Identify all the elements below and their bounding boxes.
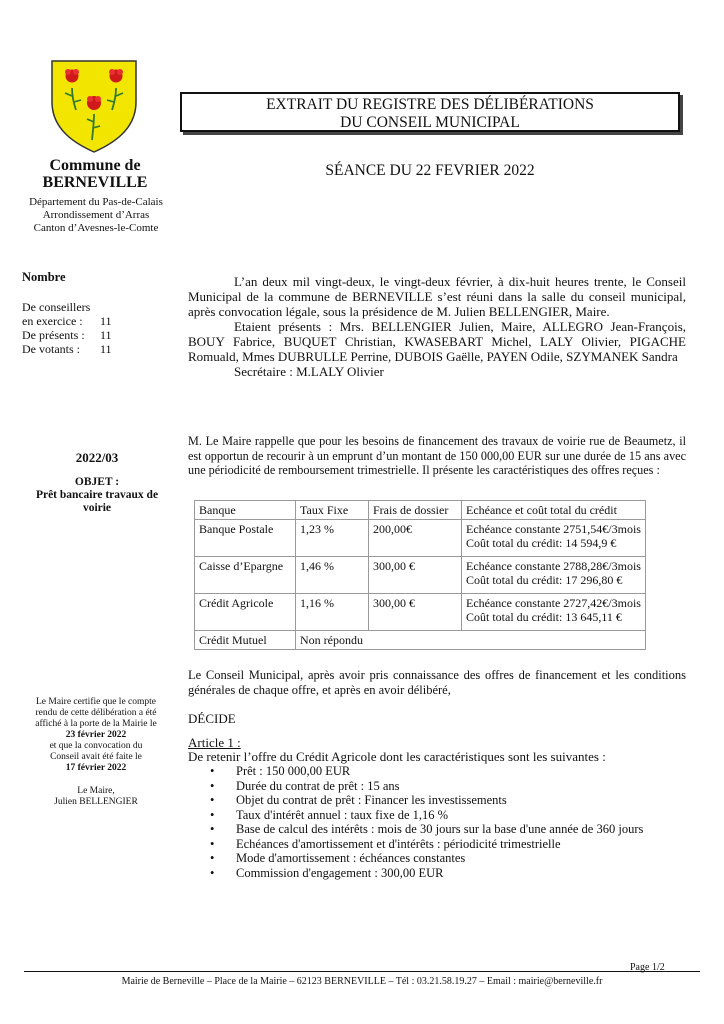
table-cell: Banque Postale [195,520,296,557]
table-cell: Non répondu [296,631,646,650]
presents-value: 11 [100,328,112,342]
list-item: • Echéances d'amortissement et d'intérêts : périodicité trimestrielle [210,837,688,852]
table-cell: 1,46 % [296,557,369,594]
table-cell [462,557,646,594]
document-title-line1: EXTRAIT DU REGISTRE DES DÉLIBÉRATIONS [266,96,594,113]
council-counts [22,300,112,356]
conseillers-label: De conseillers [22,300,91,314]
list-item: • Commission d'engagement : 300,00 EUR [210,866,688,881]
certif-line: Conseil avait été faite le [50,752,142,762]
intro-block [188,274,686,379]
nombre-label: Nombre [22,270,66,284]
commune-title: BERNEVILLE [42,174,148,191]
table-header: Banque [195,501,296,520]
intro-paragraph: L’an deux mil vingt-deux, le vingt-deux février, à dix-huit heures trente, le Conseil Municipal de la commune de BERNEVILLE s’est réuni dans la salle du conseil municipal, après convocation légale, sous la présidence de M. Julien BELLENGIER, Maire. [188,274,686,319]
table-cell: 1,16 % [296,594,369,631]
certif-line: et que la convocation du [49,741,143,751]
certif-line: affiché à la porte de la Mairie le [35,719,157,729]
list-item: • Base de calcul des intérêts : mois de 30 jours sur la base d'une année de 360 jours [210,822,688,837]
table-cell: Caisse d’Epargne [195,557,296,594]
commune-crest-logo [48,58,140,154]
departement: Département du Pas-de-Calais [29,196,163,208]
seance-date: SÉANCE DU 22 FEVRIER 2022 [325,162,535,179]
footer-divider [24,971,700,972]
certif-line: rendu de cette délibération a été [35,708,157,718]
list-item: • Durée du contrat de prêt : 15 ans [210,779,688,794]
presents-row [22,328,112,342]
objet-text: Prêt bancaire travaux de voirie [35,489,159,514]
table-header-row [195,501,646,520]
maire-name: Julien BELLENGIER [54,797,138,807]
certif-date-affichage: 23 février 2022 [65,730,127,740]
table-cell [462,520,646,557]
offers-table-wrapper [194,500,680,650]
echeance: Echéance constante 2788,28€/3mois [466,559,641,573]
votants-row [22,342,112,356]
cout-total: Coût total du crédit: 14 594,9 € [466,536,617,550]
canton: Canton d’Avesnes-le-Comte [33,222,159,234]
document-title-line2: DU CONSEIL MUNICIPAL [340,114,520,131]
objet-label: OBJET : [74,476,120,488]
commune-subinfo [16,196,176,235]
objet-block [22,476,172,515]
table-cell: 300,00 € [369,557,462,594]
table-row [195,594,646,631]
certif-line: Le Maire certifie que le compte [35,697,156,707]
table-header: Echéance et coût total du crédit [462,501,646,520]
echeance: Echéance constante 2751,54€/3mois [466,522,641,536]
mayor-certification [18,697,174,808]
list-item: • Mode d'amortissement : échéances constantes [210,851,688,866]
cout-total: Coût total du crédit: 13 645,11 € [466,610,622,624]
table-cell: 300,00 € [369,594,462,631]
exercice-label: en exercice : [22,314,83,328]
list-item: • Objet du contrat de prêt : Financer les investissements [210,793,688,808]
page-number: Page 1/2 [630,962,665,973]
table-header: Taux Fixe [296,501,369,520]
table-cell [462,594,646,631]
decide-heading: DÉCIDE [188,711,236,726]
footer-address: Mairie de Berneville – Place de la Mairie – 62123 BERNEVILLE – Tél : 03.21.58.19.27 – Email : mairie@berneville.fr [121,976,603,987]
commune-name [20,157,170,191]
commune-label: Commune de [49,157,141,174]
presents-paragraph: Etaient présents : Mrs. BELLENGIER Julien, Maire, ALLEGRO Jean-François, BOUY Fabrice, BUQUET Christian, KWASEBART Michel, LALY Olivier, PIGACHE Romuald, Mmes DUBRULLE Perrine, DUBOIS Gaëlle, PAYEN Odile, SZYMANEK Sandra [188,319,686,364]
rappel-paragraph: M. Le Maire rappelle que pour les besoins de financement des travaux de voirie rue de Beaumetz, il est opportun de recourir à un emprunt d’un montant de 150 000,00 EUR sur une durée de 15 ans avec une périodicité de remboursement trimestrielle. Il présente les caractéristiques des offres reçues : [188,434,686,477]
list-item: • Taux d'intérêt annuel : taux fixe de 1,16 % [210,808,688,823]
table-header: Frais de dossier [369,501,462,520]
table-cell: Crédit Agricole [195,594,296,631]
list-item: • Prêt : 150 000,00 EUR [210,764,688,779]
arrondissement: Arrondissement d’Arras [42,209,150,221]
loan-characteristics-list [210,764,688,880]
table-row [195,631,646,650]
table-cell: 1,23 % [296,520,369,557]
table-row [195,520,646,557]
votants-value: 11 [100,342,112,356]
table-cell: 200,00€ [369,520,462,557]
table-row [195,557,646,594]
deliberation-number: 2022/03 [75,450,119,465]
certif-date-convocation: 17 février 2022 [65,763,127,773]
exercice-row [22,314,112,328]
cout-total: Coût total du crédit: 17 296,80 € [466,573,623,587]
secretaire-line: Secrétaire : M.LALY Olivier [234,364,384,379]
maire-label: Le Maire, [77,786,115,796]
echeance: Echéance constante 2727,42€/3mois [466,596,641,610]
presents-label: De présents : [22,328,85,342]
exercice-value: 11 [100,314,112,328]
conseil-paragraph: Le Conseil Municipal, après avoir pris connaissance des offres de financement et les conditions générales de chaque offre, et après en avoir délibéré, [188,668,686,697]
table-cell: Crédit Mutuel [195,631,296,650]
offers-table [194,500,646,650]
article-1-intro: De retenir l’offre du Crédit Agricole dont les caractéristiques sont les suivantes : [188,749,606,764]
article-1-heading: Article 1 : [188,735,241,750]
votants-label: De votants : [22,342,80,356]
document-title-box [180,92,680,132]
